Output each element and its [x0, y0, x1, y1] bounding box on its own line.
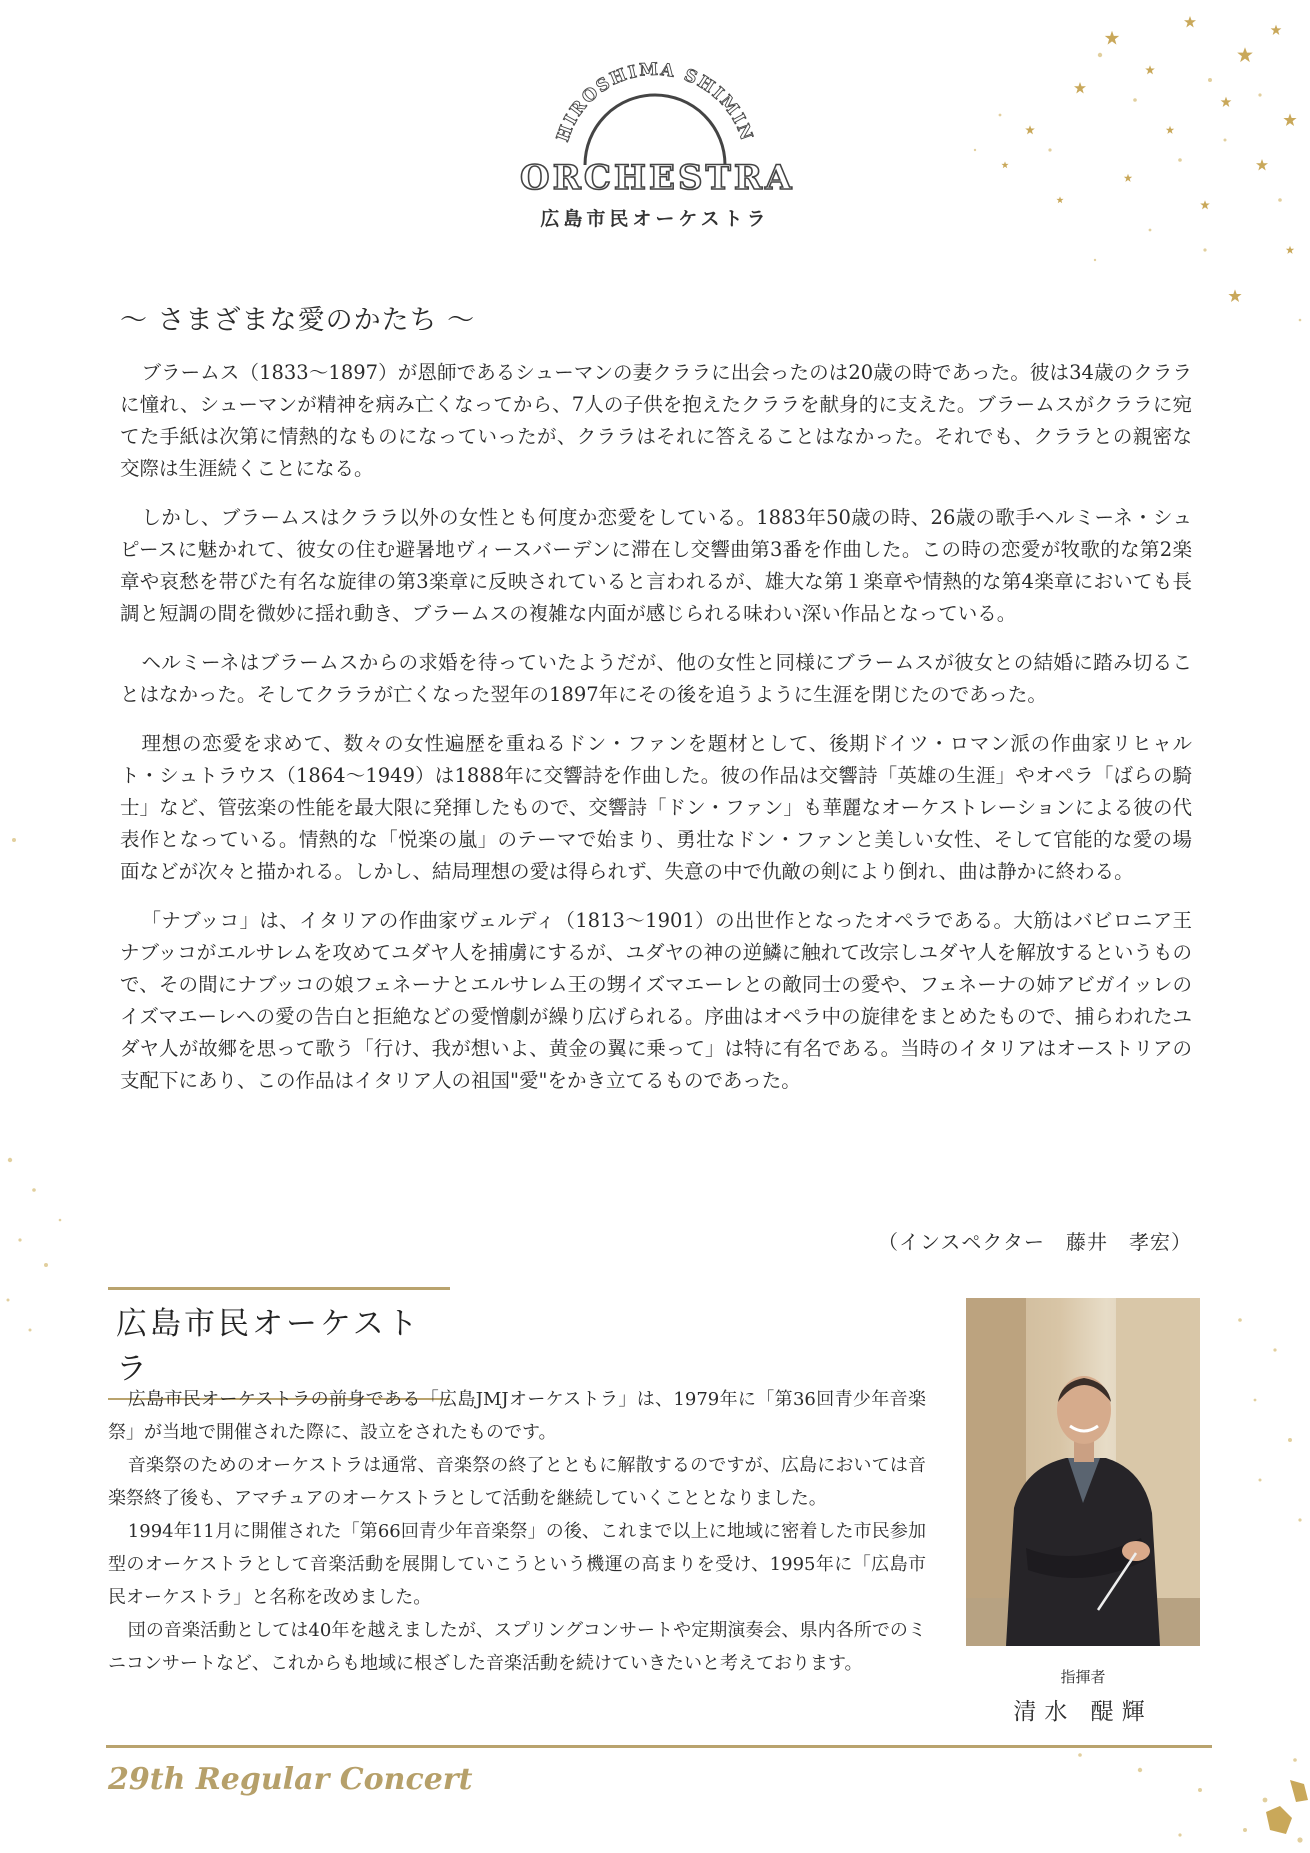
conductor-illustration — [966, 1298, 1200, 1646]
logo-japanese-name: 広島市民オーケストラ — [540, 208, 770, 230]
orchestra-paragraph: 広島市民オーケストラの前身である「広島JMJオーケストラ」は、1979年に「第36回青少年音楽祭」が当地で開催された際に、設立をされたものです。 — [108, 1389, 926, 1443]
logo-main-text: ORCHESTRA — [520, 158, 795, 198]
orchestra-description — [108, 1383, 926, 1680]
essay-paragraph: 理想の恋愛を求めて、数々の女性遍歴を重ねるドン・ファンを題材として、後期ドイツ・ロマン派の作曲家リヒャルト・シュトラウス（1864〜1949）は1888年に交響詩を作曲した。彼の作品は交響詩「英雄の生涯」やオペラ「ばらの騎士」など、管弦楽の性能を最大限に発揮したもので、交響詩「ドン・ファン」も華麗なオーケストレーションによる彼の代表作となっている。情熱的な「悦楽の嵐」のテーマで始まり、勇壮なドン・ファンと美しい女性、そして官能的な愛の場面などが次々と描かれる。しかし、結局理想の愛は得られず、失意の中で仇敵の剣により倒れ、曲は静かに終わる。 — [120, 732, 1192, 883]
essay-paragraph: ブラームス（1833〜1897）が恩師であるシューマンの妻クララに出会ったのは20歳の時であった。彼は34歳のクララに憧れ、シューマンが精神を病み亡くなってから、7人の子供を抱えたクララを献身的に支えた。ブラームスがクララに宛てた手紙は次第に情熱的なものになっていったが、クララはそれに答えることはなかった。それでも、クララとの親密な交際は生涯続くことになる。 — [120, 361, 1192, 480]
footer-rule — [106, 1745, 1212, 1748]
conductor-role-label: 指揮者 — [1060, 1668, 1106, 1686]
essay-signature: （インスペクター 藤井 孝宏） — [878, 1230, 1192, 1254]
orchestra-logo — [520, 50, 795, 250]
essay-paragraph: 「ナブッコ」は、イタリアの作曲家ヴェルディ（1813〜1901）の出世作となったオペラである。大筋はバビロニア王ナブッコがエルサレムを攻めてユダヤ人を捕虜にするが、ユダヤの神の逆鱗に触れて改宗しユダヤ人を解放するというもので、その間にナブッコの娘フェネーナとエルサレム王の甥イズマエーレとの敵同士の愛や、フェネーナの姉アビガイッレのイズマエーレへの愛の告白と拒絶などの愛憎劇が繰り広げられる。序曲はオペラ中の旋律をまとめたもので、捕らわれたユダヤ人が故郷を思って歌う「行け、我が想いよ、黄金の翼に乗って」は特に有名である。当時のイタリアはオーストリアの支配下にあり、この作品はイタリア人の祖国"愛"をかき立てるものであった。 — [120, 909, 1192, 1092]
essay-body — [120, 357, 1192, 1114]
logo-arc — [540, 50, 770, 170]
orchestra-paragraph: 1994年11月に開催された「第66回青少年音楽祭」の後、これまで以上に地域に密着した市民参加型のオーケストラとして音楽活動を展開していこうという機運の高まりを受け、1995年に「広島市民オーケストラ」と名称を改めました。 — [108, 1521, 926, 1608]
logo-arc-text: HIROSHIMA SHIMIN — [553, 59, 757, 145]
essay-paragraph: しかし、ブラームスはクララ以外の女性とも何度か恋愛をしている。1883年50歳の時、26歳の歌手ヘルミーネ・シュピースに魅かれて、彼女の住む避暑地ヴィースバーデンに滞在し交響曲第3番を作曲した。この時の恋愛が牧歌的な第2楽章や哀愁を帯びた有名な旋律の第3楽章に反映されていると言われるが、雄大な第１楽章や情熱的な第4楽章においても長調と短調の間を微妙に揺れ動き、ブラームスの複雑な内面が感じられる味わい深い作品となっている。 — [120, 506, 1192, 625]
svg-text:HIROSHIMA SHIMIN — [553, 60, 757, 145]
concert-label: 29th Regular Concert — [108, 1762, 473, 1797]
essay-paragraph: ヘルミーネはブラームスからの求婚を待っていたようだが、他の女性と同様にブラームスが彼女との結婚に踏み切ることはなかった。そしてクララが亡くなった翌年の1897年にその後を追うように生涯を閉じたのであった。 — [120, 651, 1192, 706]
conductor-name: 清水 醍輝 — [1013, 1699, 1153, 1725]
conductor-photo — [966, 1298, 1200, 1646]
orchestra-paragraph: 団の音楽活動としては40年を越えましたが、スプリングコンサートや定期演奏会、県内各所でのミニコンサートなど、これからも地域に根ざした音楽活動を続けていきたいと考えております。 — [108, 1620, 926, 1674]
essay-heading: 〜 さまざまな愛のかたち 〜 — [120, 305, 476, 336]
orchestra-section-title: 広島市民オーケストラ — [116, 1306, 421, 1387]
orchestra-paragraph: 音楽祭のためのオーケストラは通常、音楽祭の終了とともに解散するのですが、広島においては音楽祭終了後も、アマチュアのオーケストラとして活動を継続していくこととなりました。 — [108, 1455, 926, 1509]
